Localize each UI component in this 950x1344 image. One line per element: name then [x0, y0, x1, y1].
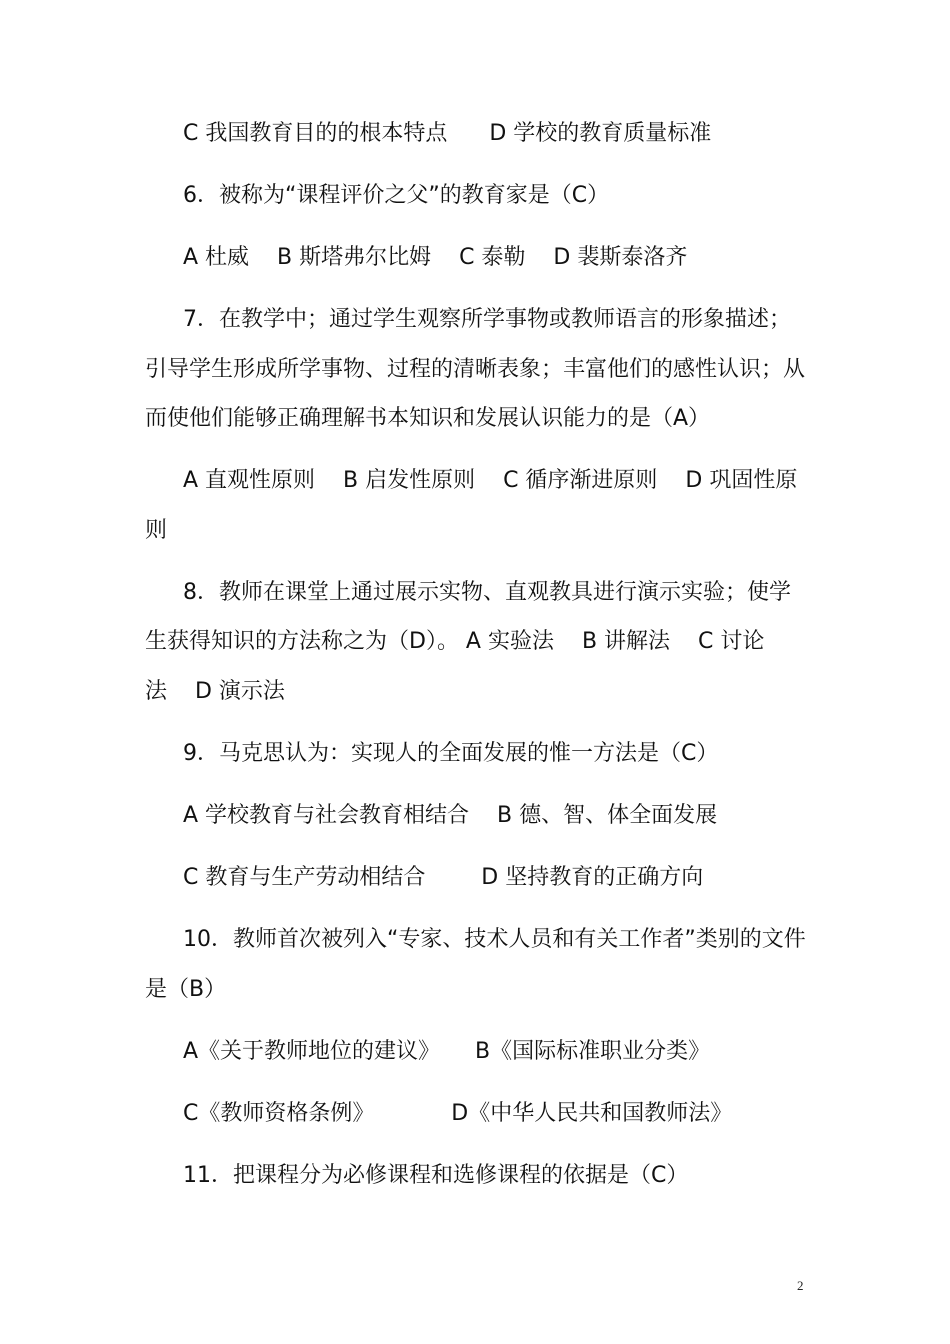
question-6: 6．被称为“课程评价之父”的教育家是（C）	[183, 183, 610, 208]
options-q7-line-2: 则	[145, 518, 168, 543]
question-9: 9．马克思认为：实现人的全面发展的惟一方法是（C）	[183, 741, 719, 766]
question-8-line-1: 8．教师在课堂上通过展示实物、直观教具进行演示实验；使学	[183, 580, 791, 605]
question-11: 11．把课程分为必修课程和选修课程的依据是（C）	[183, 1163, 689, 1188]
question-7-line-1: 7．在教学中；通过学生观察所学事物或教师语言的形象描述；	[183, 307, 791, 332]
question-8-line-3: 法 D 演示法	[145, 679, 285, 704]
options-q9-ab: A 学校教育与社会教育相结合 B 德、智、体全面发展	[183, 803, 718, 828]
question-7-line-3: 而使他们能够正确理解书本知识和发展认识能力的是（A）	[145, 406, 711, 431]
page-number: 2	[797, 1278, 804, 1293]
question-10-line-2: 是（B）	[145, 977, 227, 1002]
option-line-q5-cd: C 我国教育目的的根本特点 D 学校的教育质量标准	[183, 121, 712, 146]
options-q10-ab: A《关于教师地位的建议》 B《国际标准职业分类》	[183, 1039, 711, 1064]
options-q9-cd: C 教育与生产劳动相结合 D 坚持教育的正确方向	[183, 865, 704, 890]
question-10-line-1: 10．教师首次被列入“专家、技术人员和有关工作者”类别的文件	[183, 927, 806, 952]
options-q7-line-1: A 直观性原则 B 启发性原则 C 循序渐进原则 D 巩固性原	[183, 468, 798, 493]
options-q6: A 杜威 B 斯塔弗尔比姆 C 泰勒 D 裴斯泰洛齐	[183, 245, 688, 270]
question-8-line-2: 生获得知识的方法称之为（D）。 A 实验法 B 讲解法 C 讨论	[145, 629, 765, 654]
question-7-line-2: 引导学生形成所学事物、过程的清晰表象；丰富他们的感性认识；从	[145, 357, 806, 382]
options-q10-cd: C《教师资格条例》 D《中华人民共和国教师法》	[183, 1101, 733, 1126]
